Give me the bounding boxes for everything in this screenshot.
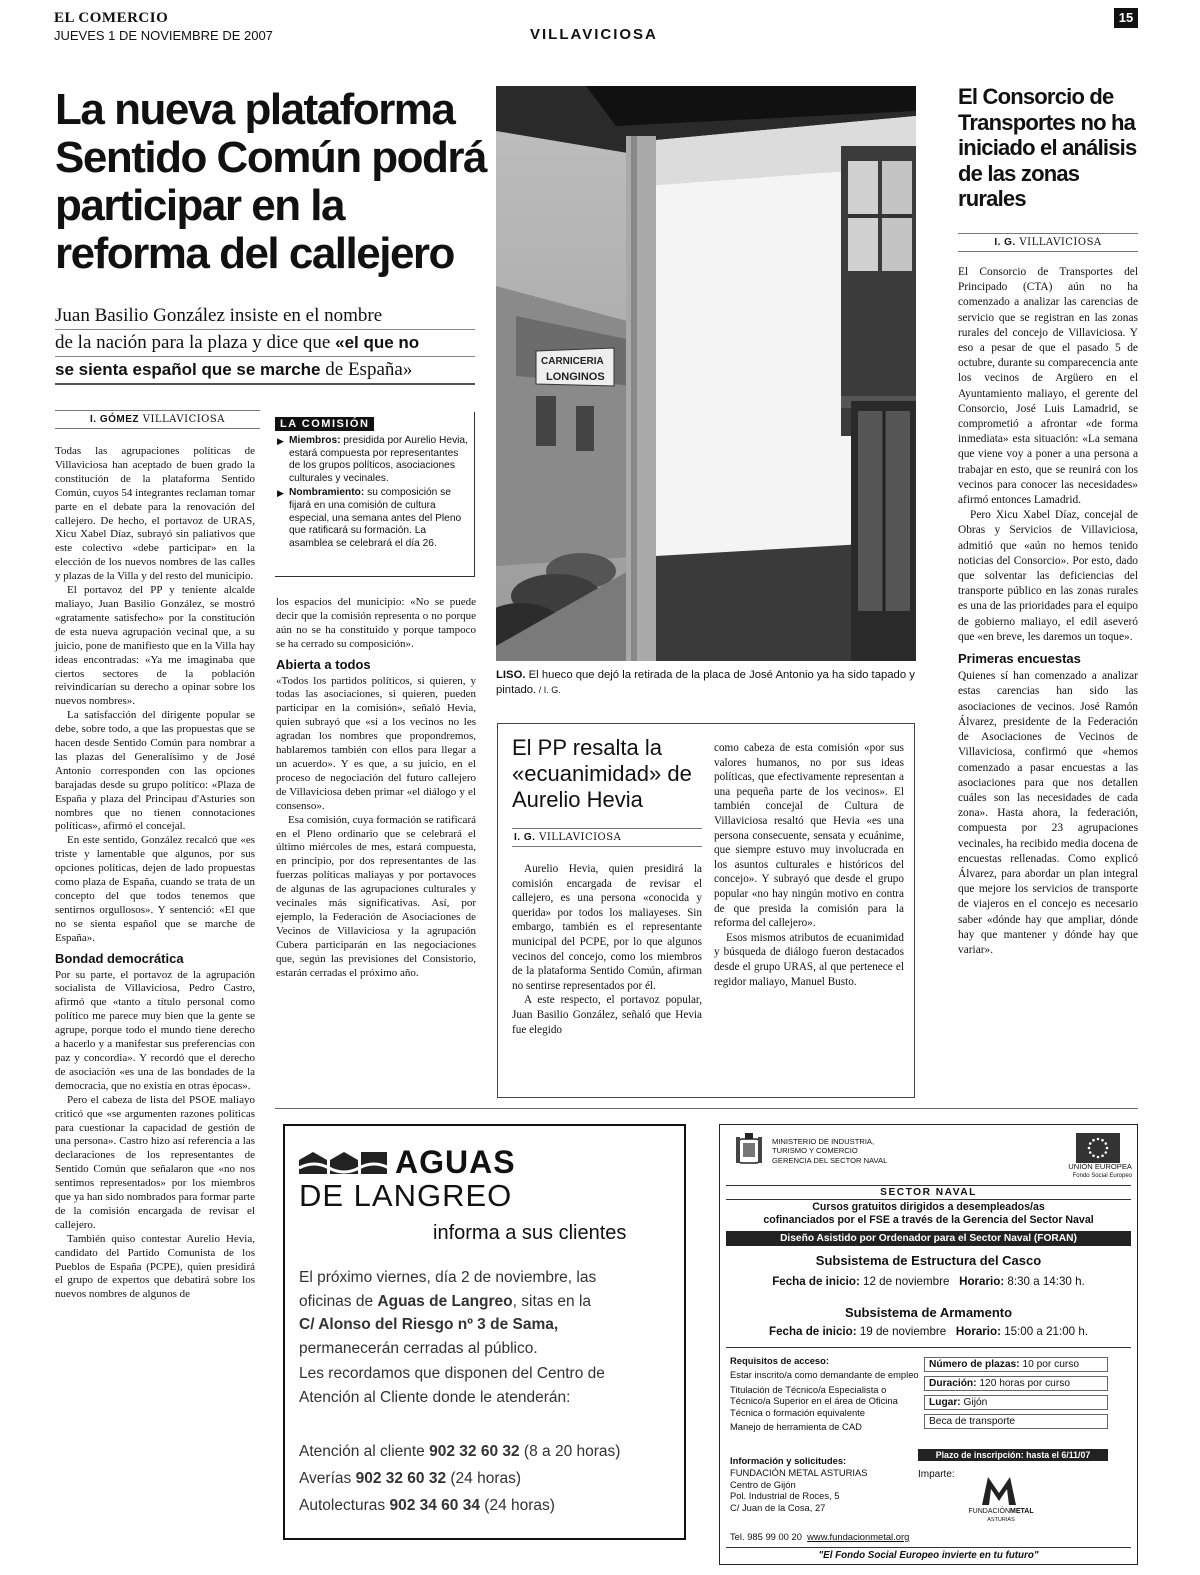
info-solicitudes — [730, 1455, 920, 1514]
paragraph: Aurelio Hevia, quien presidirá la comisión encargada de revisar el callejero, es una persona «conocida y querida» por todos los maliayeses. Sin embargo, también es el representante municipal del PCPE, por lo que algunos vecinos del concejo, como los miembros de la plataforma Sentido Común, afirman no sentirse representados por él. — [512, 863, 702, 992]
ministry-line: TURISMO Y COMERCIO — [772, 1146, 858, 1156]
eu-star — [1101, 1154, 1104, 1157]
info-title: Información y solicitudes: — [730, 1455, 847, 1466]
eu-star — [1097, 1138, 1100, 1141]
phone-note: (8 a 20 horas) — [519, 1443, 621, 1460]
lugar-row — [924, 1395, 1108, 1410]
eu-star — [1104, 1151, 1107, 1154]
aguas-phone-row — [299, 1438, 679, 1465]
aguas-notice — [299, 1266, 679, 1360]
aguas-phone-row — [299, 1492, 679, 1519]
sub2-details — [726, 1325, 1131, 1338]
byline-author: I. G. — [994, 237, 1016, 248]
lugar-value: Gijón — [960, 1397, 988, 1408]
eu-star — [1092, 1139, 1095, 1142]
byline-place: VILLAVICIOSA — [1019, 237, 1102, 248]
pp-column-1 — [512, 862, 702, 1037]
comision-item-label: Nombramiento: — [289, 487, 365, 499]
requirements — [730, 1355, 920, 1432]
eu-label-text: UNIÓN EUROPEA — [1068, 1162, 1132, 1171]
main-headline: La nueva plataforma Sentido Común podrá participar en la reforma del callejero — [55, 85, 487, 278]
byline-place: VILLAVICIOSA — [142, 414, 225, 425]
byline-place: VILLAVICIOSA — [539, 832, 622, 843]
paragraph: «Todos los partidos políticos, si quieren, y todas las asociaciones, si quieren, pueden participar en la comisión», señaló Hevia, quien subrayó que «si a los vecinos no les agradan los nombres que propondremos, hablaremos también con ellos para llegar a un acuerdo». Y es que, a su juicio, en el proceso de negociación del futuro callejero de Villaviciosa deben primar «el diálogo y el consenso». — [276, 674, 476, 812]
pp-column-2 — [714, 741, 904, 989]
fundacion-metal-logo — [956, 1508, 1046, 1524]
beca-row: Beca de transporte — [924, 1414, 1108, 1429]
info-line: C/ Juan de la Cosa, 27 — [730, 1502, 826, 1514]
aguas-reminder-line: Les recordamos que disponen del Centro de — [299, 1365, 605, 1382]
plazo-inscripcion: Plazo de inscripción: hasta el 6/11/07 — [918, 1449, 1108, 1461]
section-subhead: Abierta a todos — [276, 656, 371, 672]
subhead-line: de la nación para la plaza y dice que «el que no — [55, 330, 475, 357]
paragraph: El portavoz del PP y teniente alcalde maliayo, Juan Basilio González, se mostró «gratamente satisfecho» por la constitución de esta nueva agrupación vecinal que, a su juicio, pone de manifiesto que en la Villa hay ideas encontradas: «Ya me imaginaba que ciertos sectores de la población reivindicarían su derecho a opinar sobre los nuevos nombres». — [55, 584, 255, 708]
page-number: 15 — [1114, 8, 1138, 28]
paragraph: A este respecto, el portavoz popular, Juan Basilio González, señaló que Hevia fue elegido — [512, 994, 702, 1036]
req-item: Titulación de Técnico/a Especialista o Técnico/a Superior en el área de Oficina Técnica o formación equivalente — [730, 1383, 898, 1418]
paragraph: Pero Xicu Xabel Díaz, concejal de Obras y Servicios de Villaviciosa, admitió que «aún no hemos tenido noticias del Consorcio». Por esto, dado que solventar las deficiencias del transporte público en las zonas rurales es una de las prioridades para el equipo de gobierno maliayo, el edil aseveró que «en breve, les daremos un toque». — [958, 509, 1138, 643]
paragraph: También quiso contestar Aurelio Hevia, candidato del Partido Comunista de los Pueblos de España (PCPE), quien presidirá el grupo de expertos que debatirá sobre los nuevos nombres de algunos de — [55, 1232, 255, 1301]
paragraph: Esa comisión, cuya formación se ratificará en el Pleno ordinario que se celebrará el último miércoles de mes, estará compuesta, en principio, por dos representantes de las fuerzas políticas maliayas y por portavoces de algunas de las agrupaciones culturales y vecinales más significativas. Así, por ejemplo, la Federación de Asociaciones de Vecinos de Villaviciosa y la agrupación Cubera participarán en las negociaciones que, según las previsiones del Consistorio, estarán cerradas el próximo año. — [276, 813, 476, 979]
side-headline: El Consorcio de Transportes no ha iniciado el análisis de las zonas rurales — [958, 84, 1137, 211]
ad-sector-naval — [719, 1124, 1138, 1565]
paragraph: Todas las agrupaciones políticas de Villaviciosa han aceptado de buen grado la constitución de la plataforma Sentido Común, cuyos 54 integrantes reclaman tomar parte en el debate para la renovación del callejero. De hecho, el portavoz de URAS, Xicu Xabel Díaz, subrayó sin paliativos que este colectivo «debe participar» en la elección de los nuevos nombres de las calles y plazas de la Villa y del resto del municipio. — [55, 445, 255, 583]
paragraph: los espacios del municipio: «No se puede decir que la comisión representa o no porque aún no se ha constituido y porque tampoco se ha cerrado su composición». — [276, 596, 476, 650]
eu-star — [1089, 1142, 1092, 1145]
aguas-brand-line2: DE LANGREO — [299, 1178, 513, 1213]
byline-author: I. G. — [514, 832, 536, 843]
info-line: FUNDACIÓN METAL ASTURIAS — [730, 1466, 868, 1478]
comision-item-label: Miembros: — [289, 435, 341, 446]
phone-number: 902 34 60 34 — [389, 1497, 480, 1514]
aguas-phone-row — [299, 1465, 679, 1492]
duracion-label: Duración: — [929, 1378, 977, 1389]
paragraph: La satisfacción del dirigente popular se debe, sobre todo, a que las propuestas que se hacen desde Sentido Común para nombrar a las plazas del Generalísimo y de José Antonio corresponden con las opciones barajadas desde su grupo político: «Plaza de España y plaza del Principau d'Asturies son nombres que no tienen connotaciones políticas», afirmó el concejal. — [55, 709, 255, 833]
duracion-row — [924, 1376, 1108, 1391]
naval-intro-line1: Cursos gratuitos dirigidos a desempleados/as — [812, 1201, 1045, 1213]
imparte-label: Imparte: — [918, 1469, 955, 1480]
aguas-logo-icon — [299, 1148, 389, 1181]
sub1-details — [726, 1275, 1131, 1288]
paragraph: Por su parte, el portavoz de la agrupación socialista de Villaviciosa, Pedro Castro, afirmó que «tanto a título personal como político me parece muy bien que la gente se agrupe, porque todo el mundo tiene derecho a hacerlo y a manifestar sus preferencias con paz y concordia». Y recordó que el derecho de asociación «es una de las bondades de la democracia, que no existía en otras épocas». — [55, 968, 255, 1092]
aguas-notice-line: El próximo viernes, día 2 de noviembre, las — [299, 1269, 597, 1286]
eu-star — [1106, 1147, 1109, 1150]
main-subhead — [55, 303, 475, 385]
eu-sub-text: Fondo Social Europeo — [1072, 1172, 1132, 1179]
subhead-quote: «el que no — [335, 333, 420, 352]
phone-label: Averías — [299, 1470, 356, 1487]
side-byline — [958, 233, 1138, 252]
aguas-reminder — [299, 1362, 679, 1409]
side-article-column — [958, 265, 1138, 958]
phone-label: Atención al cliente — [299, 1443, 430, 1460]
paragraph: Pero el cabeza de lista del PSOE maliayo criticó que «se argumenten razones políticas para cuestionar la capacidad de gestión de una persona». Castro hizo así referencia a las declaraciones de los representantes de Sentido Común que señalaron que «no nos sentimos representados» por los miembros que ya han sido nombrados para formar parte de la comisión encargada de revisar el callejero. — [55, 1093, 255, 1231]
masthead: EL COMERCIO — [54, 10, 169, 26]
aguas-notice-emphasis: C/ Alonso del Riesgo nº 3 de Sama, — [299, 1316, 559, 1334]
subhead-line: Juan Basilio González insiste en el nombre — [55, 303, 475, 330]
naval-intro — [726, 1201, 1131, 1227]
aguas-reminder-line: Atención al Cliente donde le atenderán: — [299, 1388, 571, 1406]
paragraph: En este sentido, González recalcó que «es triste y lamentable que algunos, por sus opciones políticas, dejen de lado propuestas como plaza de España, cuando se trata de un concepto del que todos tenemos que sentirnos orgullosos». Y sentenció: «El que no se sienta español que se marche de España». — [55, 834, 255, 944]
eu-star — [1104, 1142, 1107, 1145]
arrow-icon: ▶ — [277, 436, 284, 446]
course-facts — [924, 1357, 1108, 1433]
sub2-start-label: Fecha de inicio: — [768, 1325, 857, 1338]
eu-star — [1089, 1151, 1092, 1154]
sub1-hours: 8:30 a 14:30 h. — [1004, 1275, 1085, 1288]
phone-number: Tel. 985 99 00 20 — [730, 1531, 802, 1542]
eu-star — [1092, 1154, 1095, 1157]
street-photo — [496, 86, 916, 661]
eu-label — [1042, 1163, 1132, 1180]
pp-byline — [512, 828, 702, 847]
shop-sign-line2: LONGINOS — [546, 371, 605, 383]
section-subhead: Primeras encuestas — [958, 651, 1081, 667]
photo-caption — [496, 668, 916, 698]
fundacion-metal-logo-icon — [982, 1477, 1016, 1510]
dateline: JUEVES 1 DE NOVIEMBRE DE 2007 — [54, 28, 273, 43]
main-article-column-1 — [55, 445, 255, 1302]
phone-number: 902 32 60 32 — [429, 1443, 520, 1460]
ministry-line: MINISTERIO DE INDUSTRIA, — [772, 1137, 875, 1146]
plazas-value: 10 por curso — [1019, 1359, 1080, 1370]
paragraph: Esos mismos atributos de ecuanimidad y búsqueda de diálogo fueron destacados desde el grupo URAS, al que pertenece el regidor maliayo, Manuel Busto. — [714, 931, 904, 988]
paragraph: El Consorcio de Transportes del Principado (CTA) aún no ha comenzado a analizar las carencias de servicio que se registran en las zonas rurales del concejo de Villaviciosa. Y eso a pesar de que el pasado 5 de octubre, durante su comparecencia ante los vecinos de Argüero en el Ayuntamiento maliayo, el gerente del Consorcio, José Luis Lamadrid, se comprometió a afrontar «de forma inmediata» esta situación: «La semana que viene voy a poner a una persona a trabajar en esto, que se reunirá con los vecinos para conocer las necesidades» afirmó entonces Lamadrid. — [958, 266, 1138, 507]
comision-item — [277, 435, 470, 485]
aguas-notice-line — [299, 1313, 679, 1337]
comision-item-text: presidida por Aurelio Hevia, estará compuesta por representantes de los grupos políticos, asociaciones culturales y vecinales. — [289, 435, 468, 484]
sub2-hours: 15:00 a 21:00 h. — [1000, 1325, 1088, 1338]
plazas-row — [924, 1357, 1108, 1372]
subhead-quote: se sienta español que se marche — [55, 360, 321, 379]
plazas-label: Número de plazas: — [929, 1359, 1020, 1370]
naval-intro-line2: cofinanciados por el FSE a través de la Gerencia del Sector Naval — [763, 1214, 1094, 1226]
comision-box — [275, 412, 475, 577]
lugar-label: Lugar: — [929, 1397, 961, 1408]
street-photo-illustration — [496, 86, 916, 661]
caption-lead: LISO. — [496, 669, 526, 681]
sub1-start: 12 de noviembre — [859, 1275, 950, 1288]
req-item: Estar inscrito/a como demandante de empleo — [730, 1369, 919, 1381]
caption-credit: / I. G. — [536, 685, 561, 695]
phone-note: (24 horas) — [479, 1497, 555, 1514]
fm-logo-a: FUNDACIÓN — [968, 1508, 1011, 1515]
caption-text: El hueco que dejó la retirada de la placa de José Antonio ya ha sido tapado y pintado. — [496, 669, 915, 696]
req-item: Manejo de herramienta de CAD — [730, 1421, 862, 1433]
course-title: Diseño Asistido por Ordenador para el Sector Naval (FORAN) — [726, 1231, 1131, 1246]
ad-separator — [275, 1108, 1138, 1109]
aguas-notice-line: permanecerán cerradas al público. — [299, 1339, 538, 1357]
paragraph: Quienes sí han comenzado a analizar estas carencias han sido las asociaciones de vecinos. José Ramón Álvarez, presidente de la Federación de Asociaciones de Vecinos de Villaviciosa, confirmó que «hemos comenzado a pasar encuestas a las asociaciones para que nos detallen cuáles son las necesidades de cada zona». Hasta ahora, la federación, compuesta por 23 agrupaciones vecinales, ha recibido media docena de encuestas rellenadas. Como explicó Álvarez, para abordar un plan integral que mejore los servicios de transporte de viajeros en el concejo es necesario saber «dónde hay que ampliar, dónde hay que mantener y dónde hay que variar». — [958, 670, 1138, 956]
ministry-name — [772, 1137, 887, 1165]
naval-footer: "El Fondo Social Europeo invierte en tu futuro" — [726, 1547, 1131, 1561]
ministry-line: GERENCIA DEL SECTOR NAVAL — [772, 1155, 888, 1165]
naval-divider — [726, 1347, 1131, 1348]
eu-star — [1088, 1147, 1091, 1150]
info-line: Pol. Industrial de Roces, 5 — [730, 1490, 840, 1502]
sub2-title: Subsistema de Armamento — [844, 1305, 1013, 1320]
paragraph: como cabeza de esta comisión «por sus valores humanos, no por sus ideas políticas, que efectivamente representan a una pequeña parte de los vecinos». El también concejal de Cultura de Villaviciosa resaltó que Hevia «es una persona consecuente, sensata y ecuánime, que siempre estuvo muy involucrada en los asuntos culturales e históricos del concejo». Y subrayó que desde el grupo popular «no hay ningún motivo en contra de que presida la comisión para la reforma del callejero». — [714, 742, 904, 930]
section-subhead: Bondad democrática — [55, 950, 184, 966]
aguas-notice-emphasis: Aguas de Langreo — [377, 1292, 513, 1310]
phone-label: Autolecturas — [299, 1497, 390, 1514]
req-title: Requisitos de acceso: — [730, 1355, 829, 1366]
sub1-start-label: Fecha de inicio: — [772, 1275, 860, 1288]
main-article-column-2 — [276, 596, 476, 980]
sub1-title: Subsistema de Estructura del Casco — [815, 1253, 1042, 1268]
eu-star — [1097, 1156, 1100, 1159]
info-line: Centro de Gijón — [730, 1478, 796, 1490]
comision-title: LA COMISIÓN — [275, 417, 374, 431]
aguas-brand-line1: AGUAS — [395, 1144, 516, 1180]
phone-number: 902 32 60 32 — [355, 1470, 447, 1487]
sector-naval-band: SECTOR NAVAL — [726, 1185, 1131, 1200]
subhead-line: se sienta español que se marche de España» — [55, 357, 475, 385]
byline-author: I. GÓMEZ — [90, 414, 140, 425]
eu-star — [1101, 1139, 1104, 1142]
pp-headline: El PP resalta la «ecuanimidad» de Aurelio Hevia — [512, 735, 692, 812]
contact-line — [730, 1531, 909, 1542]
sub1-hours-label: Horario: — [959, 1275, 1005, 1288]
main-byline — [55, 410, 260, 429]
fm-logo-c: ASTURIAS — [987, 1517, 1015, 1523]
fm-logo-b: METAL — [1010, 1508, 1034, 1515]
sub2-start: 19 de noviembre — [856, 1325, 947, 1338]
aguas-phones — [299, 1438, 679, 1519]
arrow-icon: ▶ — [277, 488, 284, 499]
sub2-hours-label: Horario: — [955, 1325, 1001, 1338]
website-link[interactable]: www.fundacionmetal.org — [807, 1531, 910, 1542]
shop-sign-line1: CARNICERIA — [541, 356, 604, 367]
comision-item — [277, 487, 470, 550]
ad-aguas-de-langreo — [283, 1124, 686, 1540]
aguas-tagline: informa a sus clientes — [433, 1222, 627, 1244]
duracion-value: 120 horas por curso — [976, 1378, 1070, 1389]
spain-coat-of-arms-icon — [734, 1133, 764, 1172]
phone-note: (24 horas) — [446, 1470, 522, 1487]
comision-item-text: su composición se fijará en una comisión de cultura especial, una semana antes del Pleno que ratificará su formación. La asamblea se celebrará el día 26. — [289, 487, 462, 549]
aguas-notice-line: oficinas de Aguas de Langreo, sitas en la — [299, 1292, 592, 1310]
section-title: VILLAVICIOSA — [530, 26, 658, 43]
